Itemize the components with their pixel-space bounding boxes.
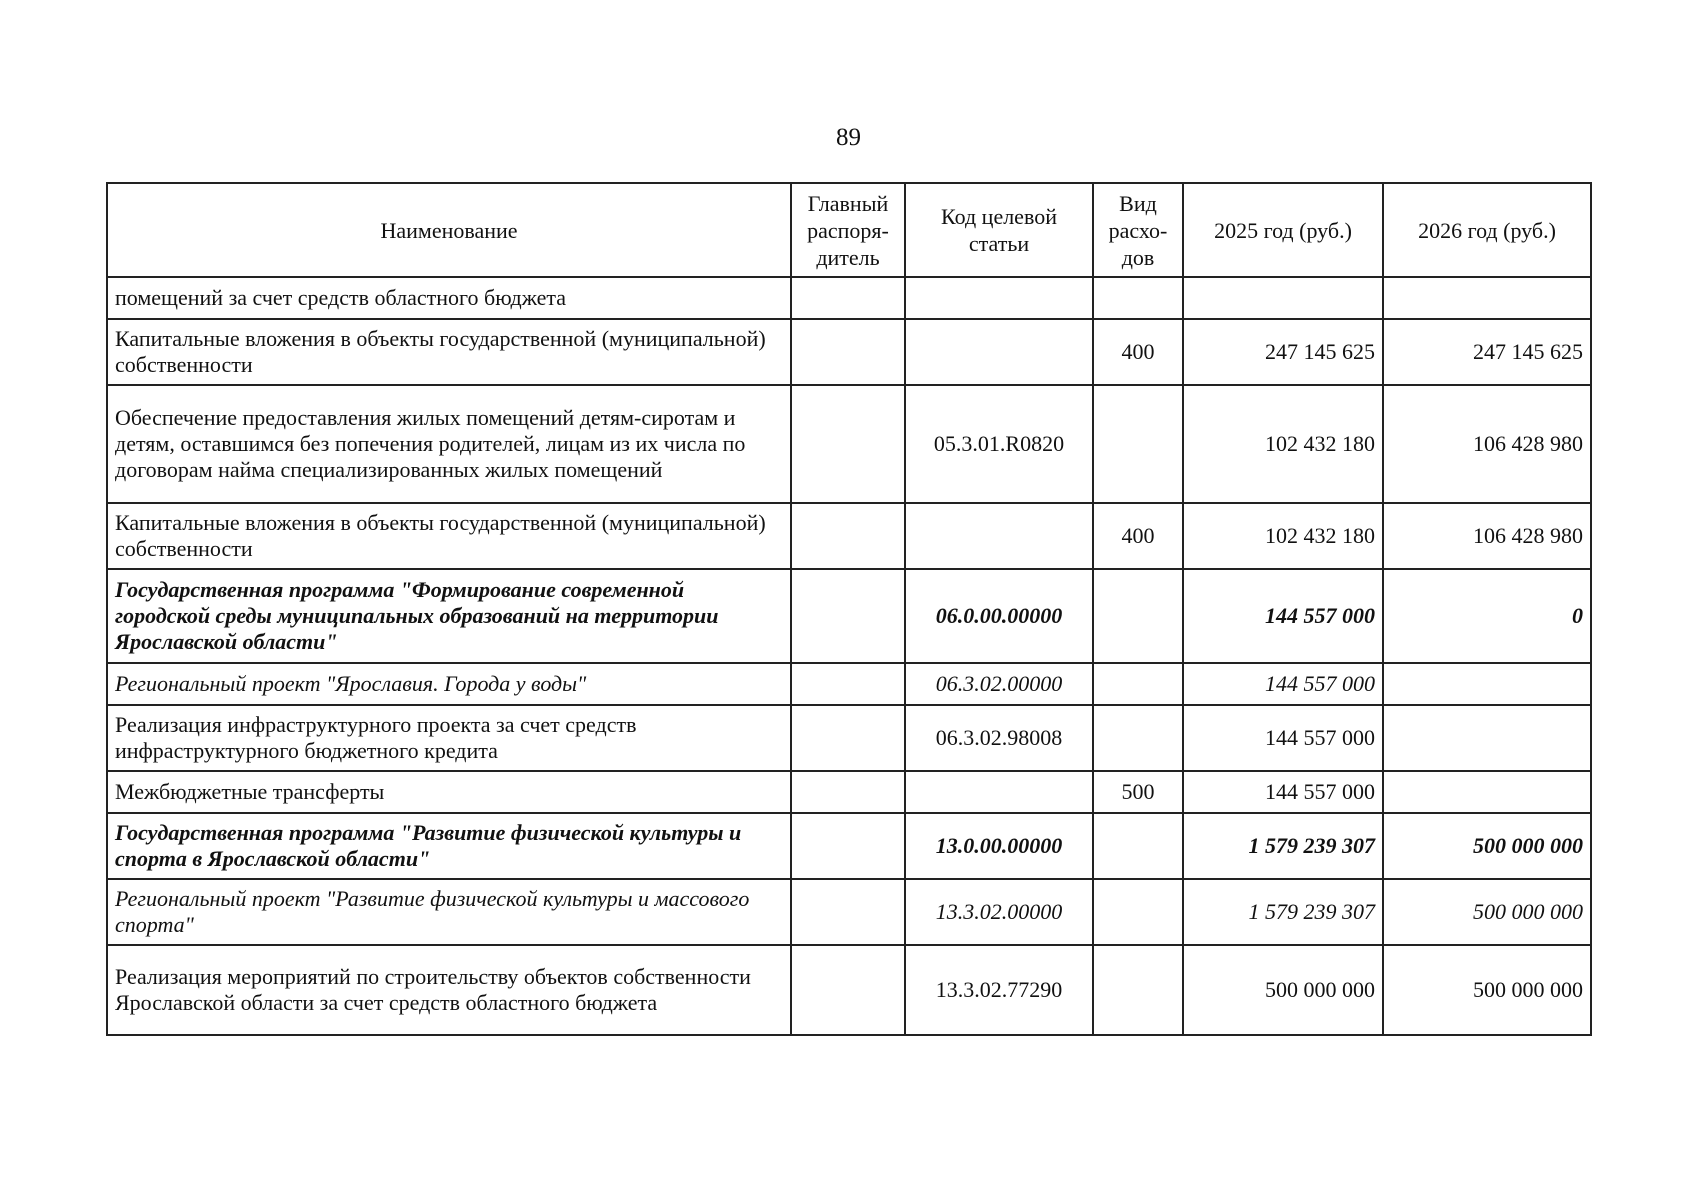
table-body <box>107 277 1591 1035</box>
cell-target-code: 06.3.02.98008 <box>905 705 1093 771</box>
header-expense-type: Вид расхо-дов <box>1093 183 1183 277</box>
cell-administrator <box>791 705 905 771</box>
cell-name: Обеспечение предоставления жилых помещений детям-сиротам и детям, оставшимся без попечения родителей, лицам из их числа по договорам найма специализированных жилых помещений <box>107 385 791 503</box>
table-row <box>107 879 1591 945</box>
cell-amount-2026 <box>1383 277 1591 319</box>
cell-expense-type <box>1093 385 1183 503</box>
cell-amount-2025: 144 557 000 <box>1183 663 1383 705</box>
cell-expense-type: 400 <box>1093 319 1183 385</box>
cell-expense-type: 400 <box>1093 503 1183 569</box>
cell-amount-2025: 144 557 000 <box>1183 771 1383 813</box>
cell-amount-2025: 144 557 000 <box>1183 705 1383 771</box>
cell-administrator <box>791 945 905 1035</box>
cell-name: Межбюджетные трансферты <box>107 771 791 813</box>
cell-expense-type <box>1093 569 1183 663</box>
cell-amount-2026: 0 <box>1383 569 1591 663</box>
header-year-2025: 2025 год (руб.) <box>1183 183 1383 277</box>
cell-amount-2025: 144 557 000 <box>1183 569 1383 663</box>
table-row <box>107 277 1591 319</box>
cell-target-code: 06.3.02.00000 <box>905 663 1093 705</box>
table-row <box>107 945 1591 1035</box>
table-header-row <box>107 183 1591 277</box>
table-row <box>107 813 1591 879</box>
cell-name: Капитальные вложения в объекты государственной (муниципальной) собственности <box>107 319 791 385</box>
cell-name: Капитальные вложения в объекты государственной (муниципальной) собственности <box>107 503 791 569</box>
cell-target-code <box>905 503 1093 569</box>
cell-amount-2025: 102 432 180 <box>1183 503 1383 569</box>
cell-expense-type <box>1093 945 1183 1035</box>
cell-amount-2025: 247 145 625 <box>1183 319 1383 385</box>
cell-name: Реализация мероприятий по строительству объектов собственности Ярославской области за счет средств областного бюджета <box>107 945 791 1035</box>
cell-target-code <box>905 771 1093 813</box>
cell-amount-2026: 247 145 625 <box>1383 319 1591 385</box>
cell-administrator <box>791 277 905 319</box>
cell-amount-2026 <box>1383 771 1591 813</box>
cell-target-code: 06.0.00.00000 <box>905 569 1093 663</box>
table-row <box>107 663 1591 705</box>
cell-administrator <box>791 771 905 813</box>
cell-amount-2025 <box>1183 277 1383 319</box>
cell-target-code: 05.3.01.R0820 <box>905 385 1093 503</box>
cell-administrator <box>791 385 905 503</box>
cell-expense-type <box>1093 277 1183 319</box>
cell-target-code <box>905 277 1093 319</box>
cell-administrator <box>791 879 905 945</box>
header-name: Наименование <box>107 183 791 277</box>
cell-amount-2026: 500 000 000 <box>1383 813 1591 879</box>
cell-name: Региональный проект "Развитие физической культуры и массового спорта" <box>107 879 791 945</box>
header-administrator: Главный распоря-дитель <box>791 183 905 277</box>
cell-name: Региональный проект "Ярославия. Города у воды" <box>107 663 791 705</box>
table-row <box>107 385 1591 503</box>
cell-administrator <box>791 569 905 663</box>
header-target-code: Код целевой статьи <box>905 183 1093 277</box>
cell-administrator <box>791 663 905 705</box>
table-row <box>107 503 1591 569</box>
cell-name: Государственная программа "Развитие физической культуры и спорта в Ярославской области" <box>107 813 791 879</box>
cell-amount-2026 <box>1383 705 1591 771</box>
cell-amount-2025: 102 432 180 <box>1183 385 1383 503</box>
budget-table <box>106 182 1592 1036</box>
cell-target-code <box>905 319 1093 385</box>
cell-amount-2025: 1 579 239 307 <box>1183 879 1383 945</box>
cell-expense-type <box>1093 813 1183 879</box>
cell-expense-type: 500 <box>1093 771 1183 813</box>
cell-administrator <box>791 319 905 385</box>
cell-amount-2026: 500 000 000 <box>1383 879 1591 945</box>
table-row <box>107 771 1591 813</box>
cell-target-code: 13.3.02.77290 <box>905 945 1093 1035</box>
cell-name: Реализация инфраструктурного проекта за счет средств инфраструктурного бюджетного кредита <box>107 705 791 771</box>
cell-amount-2026: 106 428 980 <box>1383 385 1591 503</box>
cell-expense-type <box>1093 705 1183 771</box>
table-row <box>107 319 1591 385</box>
cell-amount-2025: 1 579 239 307 <box>1183 813 1383 879</box>
cell-amount-2026: 106 428 980 <box>1383 503 1591 569</box>
cell-administrator <box>791 813 905 879</box>
cell-amount-2026: 500 000 000 <box>1383 945 1591 1035</box>
cell-administrator <box>791 503 905 569</box>
cell-target-code: 13.3.02.00000 <box>905 879 1093 945</box>
cell-name: помещений за счет средств областного бюджета <box>107 277 791 319</box>
table-row <box>107 569 1591 663</box>
cell-amount-2026 <box>1383 663 1591 705</box>
header-year-2026: 2026 год (руб.) <box>1383 183 1591 277</box>
cell-target-code: 13.0.00.00000 <box>905 813 1093 879</box>
table-row <box>107 705 1591 771</box>
cell-amount-2025: 500 000 000 <box>1183 945 1383 1035</box>
cell-name: Государственная программа "Формирование современной городской среды муниципальных образований на территории Ярославской области" <box>107 569 791 663</box>
cell-expense-type <box>1093 663 1183 705</box>
page-number: 89 <box>836 124 861 151</box>
cell-expense-type <box>1093 879 1183 945</box>
